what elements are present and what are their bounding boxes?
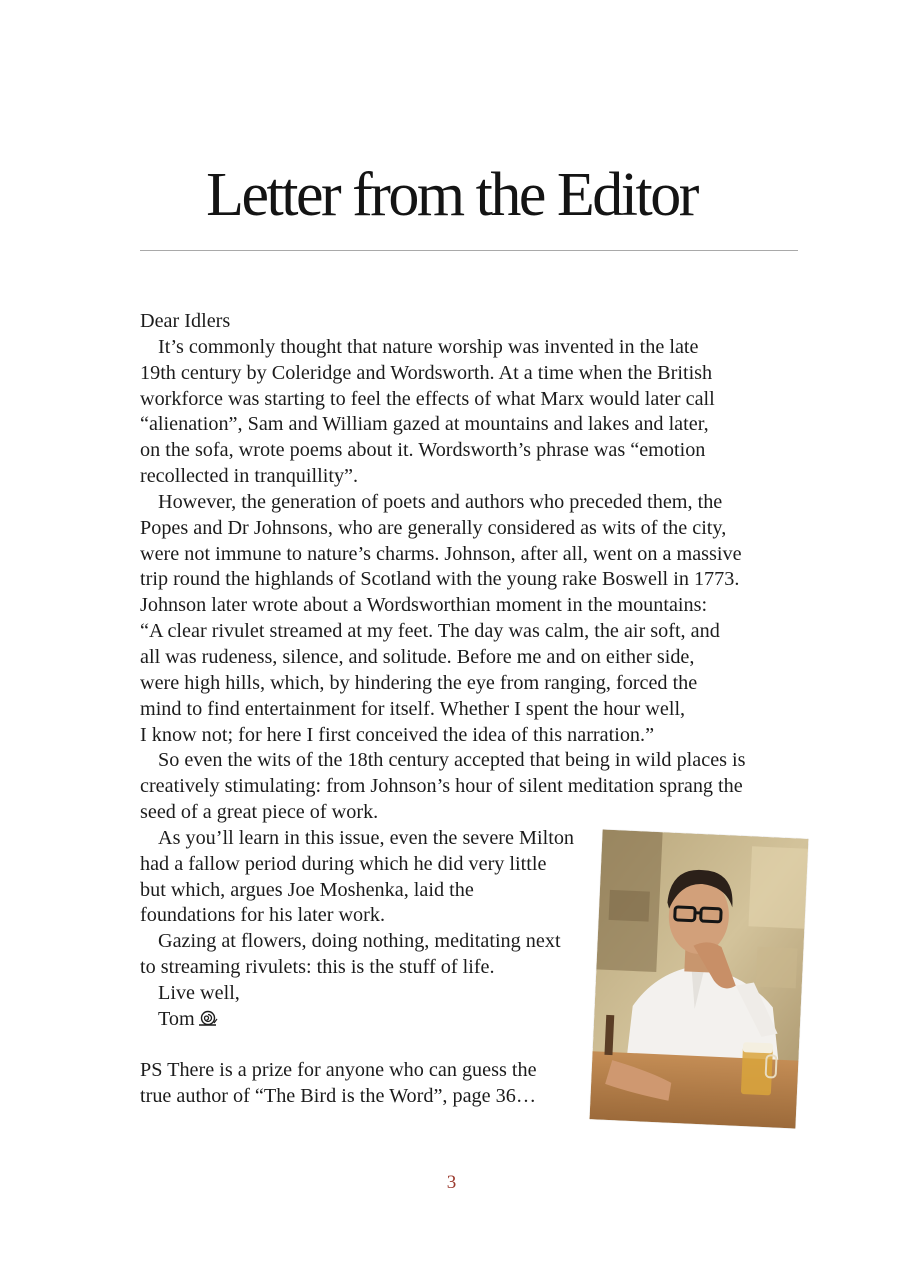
letter-line: but which, argues Joe Moshenka, laid the xyxy=(140,878,474,901)
letter-line: were not immune to nature’s charms. Johnson, after all, went on a massive xyxy=(140,542,742,565)
letter-line: to streaming rivulets: this is the stuff of life. xyxy=(140,956,495,979)
letter-line: foundations for his later work. xyxy=(140,904,386,927)
letter-line: Gazing at flowers, doing nothing, meditating next xyxy=(158,930,561,953)
letter-line: “A clear rivulet streamed at my feet. The day was calm, the air soft, and xyxy=(140,620,720,643)
editor-photo-illustration xyxy=(590,829,809,1128)
letter-line: seed of a great piece of work. xyxy=(140,801,379,824)
letter-line: on the sofa, wrote poems about it. Wordsworth’s phrase was “emotion xyxy=(140,439,706,462)
letter-line: Johnson later wrote about a Wordsworthian moment in the mountains: xyxy=(140,594,708,617)
letter-line: “alienation”, Sam and William gazed at mountains and lakes and later, xyxy=(140,413,709,436)
letter-line: all was rudeness, silence, and solitude. Before me and on either side, xyxy=(140,645,695,668)
editor-photo xyxy=(590,829,809,1128)
letter-line: trip round the highlands of Scotland with the young rake Boswell in 1773. xyxy=(140,568,740,591)
letter-line: Live well, xyxy=(158,981,240,1004)
letter-line: had a fallow period during which he did very little xyxy=(140,852,547,875)
snail-icon xyxy=(198,1010,218,1026)
letter-line: As you’ll learn in this issue, even the severe Milton xyxy=(158,826,575,849)
letter-line: 19th century by Coleridge and Wordsworth. At a time when the British xyxy=(140,361,713,384)
letter-line: It’s commonly thought that nature worship was invented in the late xyxy=(158,335,699,358)
letter-line: workforce was starting to feel the effects of what Marx would later call xyxy=(140,387,715,410)
page-number: 3 xyxy=(446,1172,457,1193)
salutation: Dear Idlers xyxy=(140,310,231,332)
letter-line: mind to find entertainment for itself. Whether I spent the hour well, xyxy=(140,697,686,720)
page-title: Letter from the Editor xyxy=(206,161,697,229)
postscript-line: true author of “The Bird is the Word”, page 36… xyxy=(140,1085,537,1108)
postscript-line: PS There is a prize for anyone who can guess the xyxy=(140,1059,537,1082)
letter-line: I know not; for here I first conceived the idea of this narration.” xyxy=(140,723,655,746)
letter-line: Popes and Dr Johnsons, who are generally considered as wits of the city, xyxy=(140,516,727,539)
title-divider xyxy=(140,250,798,251)
letter-line: So even the wits of the 18th century accepted that being in wild places is xyxy=(158,749,746,772)
letter-line: However, the generation of poets and authors who preceded them, the xyxy=(158,490,723,513)
signature: Tom xyxy=(158,1007,195,1030)
letter-line: creatively stimulating: from Johnson’s hour of silent meditation sprang the xyxy=(140,775,743,798)
letter-line: were high hills, which, by hindering the eye from ranging, forced the xyxy=(140,671,698,694)
letter-line: recollected in tranquillity”. xyxy=(140,465,359,488)
